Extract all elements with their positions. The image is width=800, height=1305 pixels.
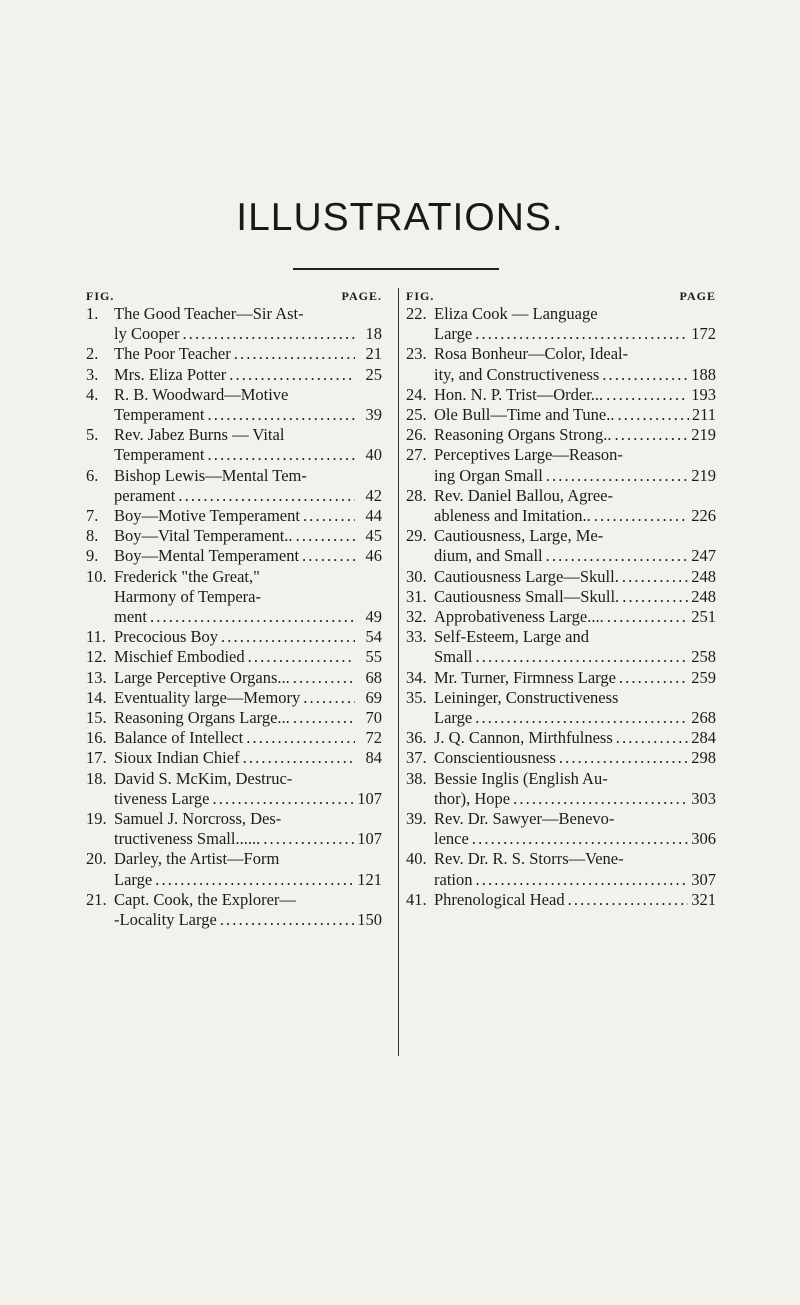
entry-text: thor), Hope [434, 788, 511, 808]
illustration-entry [86, 344, 382, 364]
dot-leader [606, 385, 688, 405]
page-number: 188 [691, 364, 716, 384]
entry-line [406, 567, 716, 587]
entry-text: Small [434, 647, 473, 667]
illustration-entry [406, 849, 716, 889]
page-number: 150 [357, 910, 382, 930]
entry-line [86, 324, 382, 344]
page-title: ILLUSTRATIONS. [236, 196, 564, 239]
page-number: 25 [365, 364, 382, 384]
dot-leader [513, 789, 688, 809]
illustration-entry [406, 445, 716, 485]
dot-leader [296, 526, 355, 546]
illustration-entry [86, 425, 382, 465]
dot-leader [293, 668, 355, 688]
illustration-entry [406, 607, 716, 627]
fig-number: 8. [86, 526, 99, 546]
page-number: 54 [365, 627, 382, 647]
page-number: 49 [365, 607, 382, 627]
illustration-entry [86, 627, 382, 647]
illustration-entry [86, 668, 382, 688]
entry-text: Hon. N. P. Trist—Order... [434, 384, 604, 404]
entry-line [406, 627, 716, 647]
fig-number: 27. [406, 445, 427, 465]
entry-line [86, 910, 382, 930]
page-number: 251 [691, 607, 716, 627]
entry-text: Rev. Dr. R. S. Storrs—Vene- [434, 849, 624, 869]
entry-text: Perceptives Large—Reason- [434, 445, 623, 465]
left-column [86, 288, 382, 930]
fig-number: 29. [406, 526, 427, 546]
illustration-entry [406, 385, 716, 405]
entry-text: David S. McKim, Destruc- [114, 768, 293, 788]
page-header: PAGE. [341, 289, 382, 303]
illustration-entry [86, 567, 382, 628]
entry-line [86, 567, 382, 587]
entry-line [406, 607, 716, 627]
entry-text: Mrs. Eliza Potter [114, 364, 227, 384]
entry-text: Temperament [114, 405, 205, 425]
page-number: 219 [691, 465, 716, 485]
entry-line [86, 506, 382, 526]
page-number: 18 [365, 324, 382, 344]
illustration-entry [86, 688, 382, 708]
entry-line [406, 688, 716, 708]
entry-text: Rev. Daniel Ballou, Agree- [434, 485, 614, 505]
entry-line [86, 344, 382, 364]
entry-text: ity, and Constructiveness [434, 364, 600, 384]
dot-leader [207, 445, 355, 465]
entry-text: Sioux Indian Chief [114, 748, 240, 768]
entry-line [86, 425, 382, 445]
dot-leader [248, 647, 355, 667]
page-number: 39 [365, 405, 382, 425]
dot-leader [243, 748, 355, 768]
page-number: 69 [365, 687, 382, 707]
entry-text: Conscientiousness [434, 748, 556, 768]
dot-leader [619, 668, 688, 688]
dot-leader [476, 870, 689, 890]
illustration-entry [86, 647, 382, 667]
illustration-entry [406, 486, 716, 526]
entry-line [406, 324, 716, 344]
dot-leader [234, 344, 355, 364]
illustration-entry [406, 809, 716, 849]
fig-number: 24. [406, 384, 427, 404]
entry-text: Boy—Motive Temperament [114, 506, 300, 526]
page-number: 42 [365, 485, 382, 505]
entry-text: Darley, the Artist—Form [114, 849, 280, 869]
entry-line [86, 748, 382, 768]
fig-number: 22. [406, 304, 427, 323]
entry-line [406, 304, 716, 324]
entry-text: Boy—Vital Temperament.. [114, 526, 293, 546]
illustration-entry [406, 688, 716, 728]
dot-leader [472, 829, 688, 849]
entry-text: Capt. Cook, the Explorer— [114, 889, 296, 909]
dot-leader [622, 587, 688, 607]
dot-leader [594, 506, 689, 526]
entry-line [86, 688, 382, 708]
entry-text: -Locality Large [114, 910, 217, 930]
entry-line [406, 890, 716, 910]
illustration-entry [406, 668, 716, 688]
right-column [406, 288, 716, 910]
fig-number: 2. [86, 344, 99, 364]
entry-text: tructiveness Small...... [114, 829, 261, 849]
fig-number: 36. [406, 728, 427, 748]
entry-line [406, 425, 716, 445]
page-number: 55 [365, 647, 382, 667]
entry-text: Approbativeness Large.... [434, 607, 604, 627]
fig-number: 33. [406, 627, 427, 647]
entry-text: Phrenological Head [434, 889, 565, 909]
dot-leader [615, 425, 689, 445]
illustration-entry [86, 385, 382, 425]
entry-line [406, 769, 716, 789]
entry-text: Cautiousness Large—Skull. [434, 566, 619, 586]
page-number: 84 [365, 748, 382, 768]
title-rule [293, 268, 499, 270]
entry-text: J. Q. Cannon, Mirthfulness [434, 728, 613, 748]
dot-leader [246, 728, 355, 748]
entry-text: R. B. Woodward—Motive [114, 384, 289, 404]
fig-number: 34. [406, 667, 427, 687]
fig-number: 18. [86, 768, 107, 788]
illustration-entry [86, 769, 382, 809]
entry-line [86, 829, 382, 849]
illustration-entry [406, 526, 716, 566]
illustration-entry [406, 890, 716, 910]
dot-leader [303, 688, 355, 708]
fig-number: 23. [406, 344, 427, 364]
entry-text: Large [114, 869, 153, 889]
entry-line [86, 304, 382, 324]
fig-number: 32. [406, 607, 427, 627]
page-number: 226 [691, 506, 716, 526]
entry-text: Rev. Jabez Burns — Vital [114, 425, 285, 445]
illustration-entry [86, 809, 382, 849]
fig-number: 6. [86, 465, 99, 485]
fig-number: 14. [86, 687, 107, 707]
dot-leader [303, 506, 355, 526]
left-column-header [86, 288, 382, 304]
fig-number: 9. [86, 546, 99, 566]
entry-line [86, 708, 382, 728]
entry-text: Rev. Dr. Sawyer—Benevo- [434, 809, 615, 829]
illustration-entry [406, 728, 716, 748]
entry-line [86, 466, 382, 486]
fig-number: 17. [86, 748, 107, 768]
dot-leader [150, 607, 355, 627]
page-number: 21 [365, 344, 382, 364]
entry-line [406, 365, 716, 385]
dot-leader [302, 546, 355, 566]
page-number: 68 [365, 667, 382, 687]
illustration-entry [406, 344, 716, 384]
page-number: 298 [691, 748, 716, 768]
entry-text: Ole Bull—Time and Tune.. [434, 405, 615, 425]
page-number: 40 [365, 445, 382, 465]
fig-number: 7. [86, 506, 99, 526]
illustration-entry [86, 708, 382, 728]
page-number: 46 [365, 546, 382, 566]
entry-line [406, 789, 716, 809]
page-number: 247 [691, 546, 716, 566]
page-number: 107 [357, 788, 382, 808]
entry-line [406, 344, 716, 364]
dot-leader [155, 870, 354, 890]
entry-line [406, 405, 716, 425]
fig-number: 38. [406, 768, 427, 788]
entry-line [406, 526, 716, 546]
illustration-entry [406, 304, 716, 344]
entry-line [406, 546, 716, 566]
dot-leader [207, 405, 355, 425]
illustration-entry [406, 405, 716, 425]
entry-line [406, 506, 716, 526]
entry-text: dium, and Small [434, 546, 543, 566]
illustration-entry [86, 546, 382, 566]
dot-leader [229, 365, 355, 385]
fig-number: 31. [406, 586, 427, 606]
illustration-entry [86, 890, 382, 930]
dot-leader [221, 627, 355, 647]
page-number: 211 [691, 405, 716, 425]
dot-leader [546, 466, 688, 486]
page-number: 72 [365, 728, 382, 748]
entry-line [86, 890, 382, 910]
dot-leader [546, 546, 689, 566]
dot-leader [293, 708, 355, 728]
entry-line [406, 728, 716, 748]
fig-number: 10. [86, 566, 107, 586]
entry-text: ration [434, 869, 473, 889]
entry-line [406, 587, 716, 607]
fig-number: 20. [86, 849, 107, 869]
fig-number: 13. [86, 667, 107, 687]
entry-text: Boy—Mental Temperament [114, 546, 300, 566]
page-number: 284 [691, 728, 716, 748]
illustration-entry [86, 526, 382, 546]
entry-line [86, 526, 382, 546]
entry-line [406, 870, 716, 890]
entry-line [86, 769, 382, 789]
illustration-entry [406, 425, 716, 445]
dot-leader [622, 567, 688, 587]
fig-number: 35. [406, 687, 427, 707]
illustration-entry [406, 627, 716, 667]
entry-text: Cautiousness, Large, Me- [434, 526, 604, 546]
entry-line [406, 708, 716, 728]
fig-number: 28. [406, 485, 427, 505]
dot-leader [602, 365, 688, 385]
page-number: 107 [357, 829, 382, 849]
fig-number: 15. [86, 708, 107, 728]
dot-leader [475, 708, 688, 728]
entry-text: Reasoning Organs Strong.. [434, 425, 612, 445]
fig-number: 25. [406, 405, 427, 425]
entry-line [406, 445, 716, 465]
entry-line [406, 647, 716, 667]
entry-line [406, 748, 716, 768]
entry-text: Leininger, Constructiveness [434, 687, 619, 707]
fig-number: 30. [406, 566, 427, 586]
page-number: 70 [365, 708, 382, 728]
fig-number: 19. [86, 809, 107, 829]
dot-leader [476, 647, 689, 667]
entry-text: Harmony of Tempera- [114, 586, 261, 606]
illustration-entry [86, 506, 382, 526]
entry-line [86, 870, 382, 890]
fig-number: 3. [86, 364, 99, 384]
page-number: 307 [691, 869, 716, 889]
column-divider [398, 288, 399, 1056]
fig-number: 37. [406, 748, 427, 768]
entry-text: lence [434, 829, 469, 849]
entry-line [406, 668, 716, 688]
entry-line [86, 385, 382, 405]
entry-text: ableness and Imitation.. [434, 506, 591, 526]
page-number: 193 [691, 384, 716, 404]
entry-text: Reasoning Organs Large... [114, 708, 290, 728]
entry-line [86, 486, 382, 506]
entry-line [86, 365, 382, 385]
illustration-entry [86, 304, 382, 344]
entry-line [86, 728, 382, 748]
entry-line [86, 789, 382, 809]
entry-line [86, 587, 382, 607]
entry-text: Frederick "the Great," [114, 566, 260, 586]
illustration-entry [86, 849, 382, 889]
fig-number: 40. [406, 849, 427, 869]
dot-leader [616, 728, 689, 748]
dot-leader [607, 607, 689, 627]
fig-number: 16. [86, 728, 107, 748]
entry-line [406, 385, 716, 405]
entry-line [406, 829, 716, 849]
page-number: 44 [365, 506, 382, 526]
entry-text: Large [434, 708, 473, 728]
page-number: 306 [691, 829, 716, 849]
entry-line [86, 546, 382, 566]
fig-number: 39. [406, 809, 427, 829]
entry-text: Rosa Bonheur—Color, Ideal- [434, 344, 629, 364]
entry-text: Mischief Embodied [114, 647, 245, 667]
dot-leader [568, 890, 689, 910]
entry-text: ly Cooper [114, 324, 180, 344]
dot-leader [617, 405, 688, 425]
entry-text: Eliza Cook — Language [434, 304, 598, 323]
entry-line [406, 809, 716, 829]
dot-leader [212, 789, 354, 809]
page-number: 172 [691, 324, 716, 344]
entry-text: Eventuality large—Memory [114, 687, 301, 707]
entry-text: ing Organ Small [434, 465, 543, 485]
illustration-entry [86, 365, 382, 385]
page-number: 259 [691, 667, 716, 687]
page-number: 248 [691, 586, 716, 606]
page-number: 121 [357, 869, 382, 889]
entry-text: Balance of Intellect [114, 728, 244, 748]
entry-text: Cautiousness Small—Skull. [434, 586, 620, 606]
entry-line [86, 809, 382, 829]
fig-number: 1. [86, 304, 99, 323]
illustration-entry [86, 466, 382, 506]
fig-number: 41. [406, 889, 427, 909]
page-number: 303 [691, 788, 716, 808]
entry-text: Samuel J. Norcross, Des- [114, 809, 282, 829]
entry-line [86, 849, 382, 869]
fig-number: 4. [86, 384, 99, 404]
page-header: PAGE [679, 289, 716, 303]
page-number: 219 [691, 425, 716, 445]
entry-line [86, 627, 382, 647]
entry-text: Temperament [114, 445, 205, 465]
fig-number: 26. [406, 425, 427, 445]
illustration-entry [406, 567, 716, 587]
illustration-entry [406, 587, 716, 607]
entry-text: Large Perceptive Organs... [114, 667, 290, 687]
entry-line [86, 647, 382, 667]
entry-text: tiveness Large [114, 788, 210, 808]
dot-leader [263, 829, 354, 849]
entry-line [406, 466, 716, 486]
entry-text: ment [114, 607, 147, 627]
fig-header: FIG. [86, 289, 115, 303]
entry-line [406, 486, 716, 506]
entry-text: Bessie Inglis (English Au- [434, 768, 608, 788]
page-number: 248 [691, 566, 716, 586]
fig-header: FIG. [406, 289, 435, 303]
entry-line [86, 445, 382, 465]
dot-leader [178, 486, 355, 506]
dot-leader [475, 324, 688, 344]
page-number: 268 [691, 708, 716, 728]
page-number: 258 [691, 647, 716, 667]
entry-text: The Good Teacher—Sir Ast- [114, 304, 304, 323]
illustration-entry [86, 748, 382, 768]
illustration-entry [406, 748, 716, 768]
entry-line [86, 607, 382, 627]
entry-line [86, 405, 382, 425]
entry-line [86, 668, 382, 688]
fig-number: 5. [86, 425, 99, 445]
entry-text: Precocious Boy [114, 627, 219, 647]
entry-text: Large [434, 324, 473, 344]
illustration-entry [86, 728, 382, 748]
illustration-entry [406, 769, 716, 809]
entry-text: Self-Esteem, Large and [434, 627, 590, 647]
page-number: 321 [691, 889, 716, 909]
left-entry-list [86, 304, 382, 930]
fig-number: 21. [86, 889, 107, 909]
page-number: 45 [365, 526, 382, 546]
dot-leader [183, 324, 355, 344]
dot-leader [220, 910, 354, 930]
entry-line [406, 849, 716, 869]
dot-leader [559, 748, 688, 768]
fig-number: 12. [86, 647, 107, 667]
entry-text: Bishop Lewis—Mental Tem- [114, 465, 307, 485]
entry-text: perament [114, 485, 176, 505]
fig-number: 11. [86, 627, 107, 647]
entry-text: Mr. Turner, Firmness Large [434, 667, 616, 687]
right-column-header [406, 288, 716, 304]
entry-text: The Poor Teacher [114, 344, 231, 364]
right-entry-list [406, 304, 716, 910]
